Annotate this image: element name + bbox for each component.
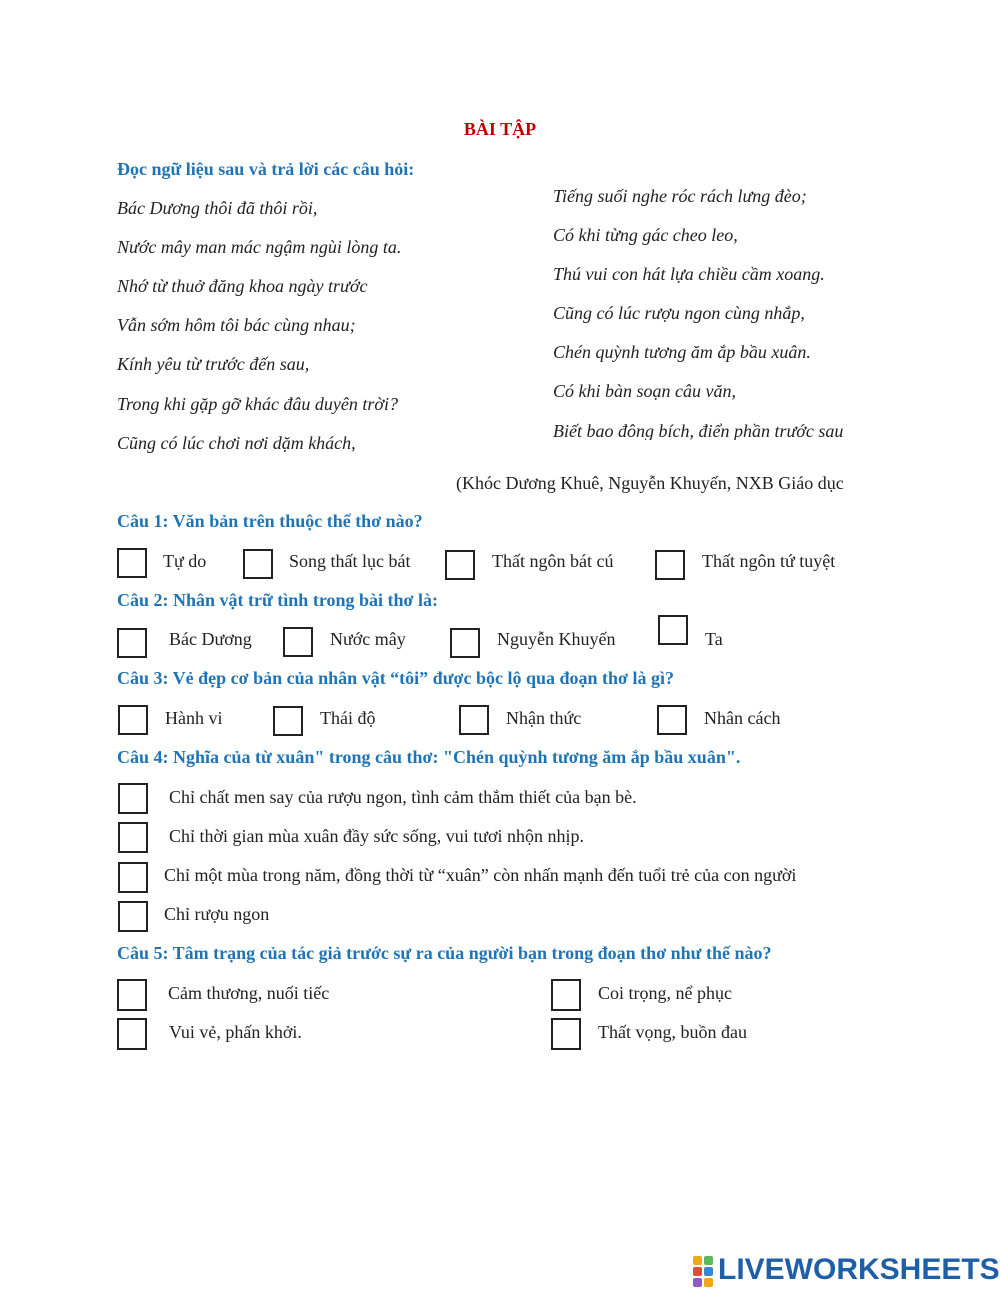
poem-left-line: Kính yêu từ trước đến sau, — [117, 354, 310, 374]
q5-option-2-checkbox[interactable] — [551, 979, 581, 1011]
q3-option-2-label: Thái độ — [320, 708, 376, 728]
poem-right-line: Cũng có lúc rượu ngon cùng nhắp, — [553, 303, 805, 323]
q1-option-2-checkbox[interactable] — [243, 549, 273, 579]
q1-option-1-checkbox[interactable] — [117, 548, 147, 578]
q5-option-1-label: Cảm thương, nuối tiếc — [168, 983, 330, 1003]
poem-left-line: Vẫn sớm hôm tôi bác cùng nhau; — [117, 315, 356, 335]
poem-left-line: Bác Dương thôi đã thôi rồi, — [117, 198, 318, 218]
q5-option-4-checkbox[interactable] — [551, 1018, 581, 1050]
q3-option-3-label: Nhận thức — [506, 708, 582, 728]
q3-option-3-checkbox[interactable] — [459, 705, 489, 735]
q4-option-2-checkbox[interactable] — [118, 822, 148, 853]
q2-option-2-label: Nước mây — [330, 629, 406, 649]
poem-right-line: Có khi từng gác cheo leo, — [553, 225, 738, 245]
question-1: Câu 1: Văn bản trên thuộc thể thơ nào? — [117, 511, 423, 531]
q4-option-2-label: Chỉ thời gian mùa xuân đầy sức sống, vui tươi nhộn nhịp. — [169, 826, 585, 846]
q4-option-4-label: Chỉ rượu ngon — [164, 904, 270, 924]
q2-option-4-checkbox[interactable] — [658, 615, 688, 645]
poem-left-line: Cũng có lúc chơi nơi dặm khách, — [117, 433, 356, 453]
q3-option-1-checkbox[interactable] — [118, 705, 148, 735]
poem-left-line: Trong khi gặp gỡ khác đâu duyên trời? — [117, 394, 399, 414]
q5-option-3-checkbox[interactable] — [117, 1018, 147, 1050]
poem-right-line: Biết bao đông bích, điển phần trước sau — [553, 421, 844, 440]
q4-option-3-checkbox[interactable] — [118, 862, 148, 893]
poem-right-line: Có khi bàn soạn câu văn, — [553, 381, 736, 401]
q3-option-2-checkbox[interactable] — [273, 706, 303, 736]
q1-option-4-label: Thất ngôn tứ tuyệt — [702, 551, 836, 571]
q4-option-1-checkbox[interactable] — [118, 783, 148, 814]
liveworksheets-logo-text: LIVEWORKSHEETS — [718, 1253, 1000, 1286]
source-citation: (Khóc Dương Khuê, Nguyễn Khuyến, NXB Giáo dục — [456, 473, 844, 493]
q5-option-4-label: Thất vọng, buồn đau — [598, 1022, 747, 1042]
question-5: Câu 5: Tâm trạng của tác giả trước sự ra của người bạn trong đoạn thơ như thế nào? — [117, 943, 772, 963]
q3-option-1-label: Hành vi — [165, 708, 223, 728]
poem-right-line: Thú vui con hát lựa chiều cầm xoang. — [553, 264, 825, 284]
question-2: Câu 2: Nhân vật trữ tình trong bài thơ là: — [117, 590, 438, 610]
q5-option-1-checkbox[interactable] — [117, 979, 147, 1011]
q2-option-2-checkbox[interactable] — [283, 627, 313, 657]
q4-option-4-checkbox[interactable] — [118, 901, 148, 932]
q2-option-4-label: Ta — [705, 629, 723, 649]
poem-left-line: Nước mây man mác ngậm ngùi lòng ta. — [117, 237, 402, 257]
q3-option-4-label: Nhân cách — [704, 708, 781, 728]
poem-right-line: Chén quỳnh tương ăm ắp bầu xuân. — [553, 342, 811, 362]
q1-option-4-checkbox[interactable] — [655, 550, 685, 580]
q2-option-3-checkbox[interactable] — [450, 628, 480, 658]
question-3: Câu 3: Vẻ đẹp cơ bản của nhân vật “tôi” được bộc lộ qua đoạn thơ là gì? — [117, 668, 674, 688]
q1-option-1-label: Tự do — [163, 551, 207, 571]
q3-option-4-checkbox[interactable] — [657, 705, 687, 735]
q5-option-3-label: Vui vẻ, phấn khởi. — [169, 1022, 302, 1042]
q4-option-1-label: Chỉ chất men say của rượu ngon, tình cảm thắm thiết của bạn bè. — [169, 787, 637, 807]
q1-option-3-label: Thất ngôn bát cú — [492, 551, 614, 571]
q1-option-2-label: Song thất lục bát — [289, 551, 411, 571]
question-4: Câu 4: Nghĩa của từ xuân" trong câu thơ: "Chén quỳnh tương ăm ắp bầu xuân". — [117, 747, 741, 767]
q1-option-3-checkbox[interactable] — [445, 550, 475, 580]
q4-option-3-label: Chỉ một mùa trong năm, đồng thời từ “xuân” còn nhấn mạnh đến tuổi trẻ của con người — [164, 865, 797, 885]
poem-right-line: Tiếng suối nghe róc rách lưng đèo; — [553, 186, 807, 206]
page-title: BÀI TẬP — [463, 119, 537, 139]
q5-option-2-label: Coi trọng, nể phục — [598, 983, 732, 1003]
poem-left-line: Nhớ từ thuở đăng khoa ngày trước — [117, 276, 368, 296]
q2-option-1-checkbox[interactable] — [117, 628, 147, 658]
liveworksheets-logo-icon — [693, 1256, 715, 1290]
instruction: Đọc ngữ liệu sau và trả lời các câu hỏi: — [117, 159, 415, 179]
q2-option-1-label: Bác Dương — [169, 629, 252, 649]
q2-option-3-label: Nguyễn Khuyến — [497, 629, 616, 649]
